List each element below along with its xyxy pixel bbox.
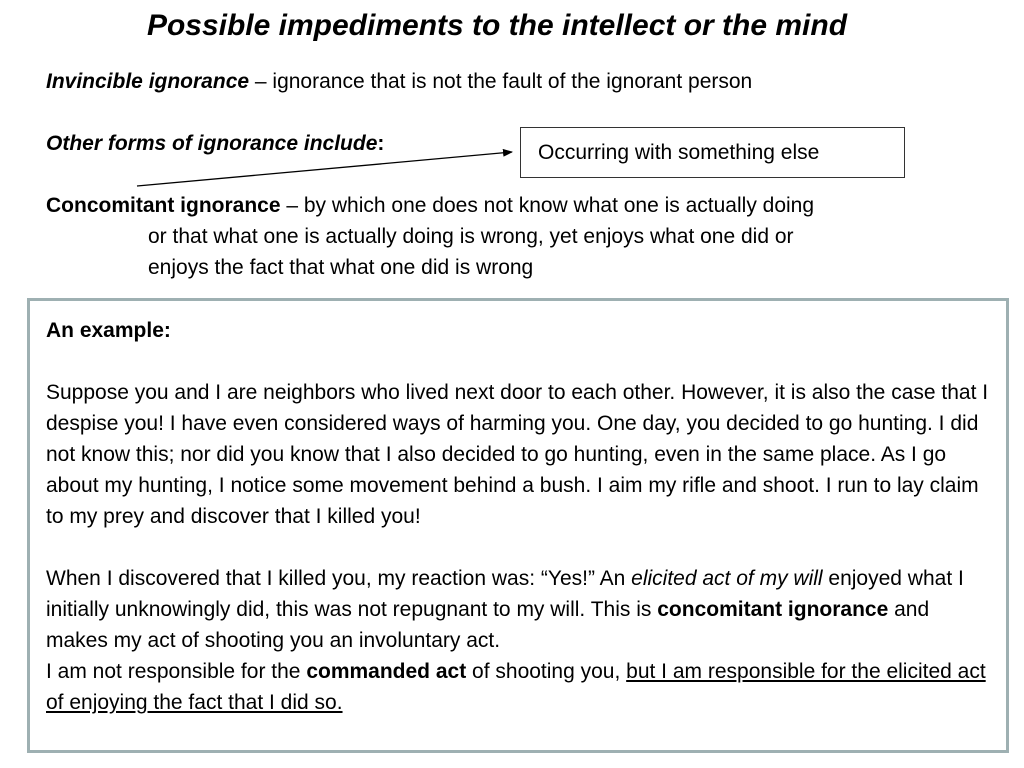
example-box bbox=[27, 298, 1009, 753]
invincible-ignorance-definition: – ignorance that is not the fault of the ignorant person bbox=[249, 70, 753, 93]
concomitant-line1: – by which one does not know what one is actually doing bbox=[280, 194, 815, 217]
commanded-act-emphasis: commanded act bbox=[306, 660, 467, 683]
p2-text-c: and makes my act of shooting you an involuntary act. bbox=[46, 598, 930, 652]
concomitant-ignorance-emphasis: concomitant ignorance bbox=[657, 598, 889, 621]
callout-box bbox=[520, 127, 905, 178]
elicited-act-phrase: elicited act of my will bbox=[631, 567, 823, 590]
slide-title: Possible impediments to the intellect or the mind bbox=[146, 9, 848, 42]
example-content bbox=[46, 315, 996, 718]
responsibility-underlined: but I am responsible for the elicited act of enjoying the fact that I did so. bbox=[46, 660, 986, 714]
concomitant-ignorance-term: Concomitant ignorance bbox=[46, 194, 281, 217]
example-heading: An example: bbox=[46, 319, 171, 342]
concomitant-line3: enjoys the fact that what one did is wrong bbox=[148, 256, 534, 279]
example-paragraph-1: Suppose you and I are neighbors who lived next door to each other. However, it is also the case that I despise you! I have even considered ways of harming you. One day, you decided to go hunting. I did not know this; nor did you know that I also decided to go hunting, even in the same place. As I go about my hunting, I notice some movement behind a bush. I aim my rifle and shoot. I run to lay claim to my prey and discover that I killed you! bbox=[46, 381, 989, 528]
p2-text-a: When I discovered that I killed you, my reaction was: “Yes!” An bbox=[46, 567, 632, 590]
example-paragraph-3 bbox=[46, 656, 996, 718]
concomitant-ignorance-definition bbox=[46, 190, 996, 283]
callout-text: Occurring with something else bbox=[538, 141, 820, 164]
other-forms-label: Other forms of ignorance include bbox=[46, 132, 378, 155]
other-forms-colon: : bbox=[377, 132, 385, 155]
p3-text-b: of shooting you, bbox=[466, 660, 627, 683]
p2-text-b: enjoyed what I initially unknowingly did, this was not repugnant to my will. This is bbox=[46, 567, 964, 621]
example-paragraph-2 bbox=[46, 563, 996, 656]
p3-text-a: I am not responsible for the bbox=[46, 660, 307, 683]
invincible-ignorance-term: Invincible ignorance bbox=[46, 70, 250, 93]
concomitant-line2: or that what one is actually doing is wrong, yet enjoys what one did or bbox=[148, 225, 794, 248]
